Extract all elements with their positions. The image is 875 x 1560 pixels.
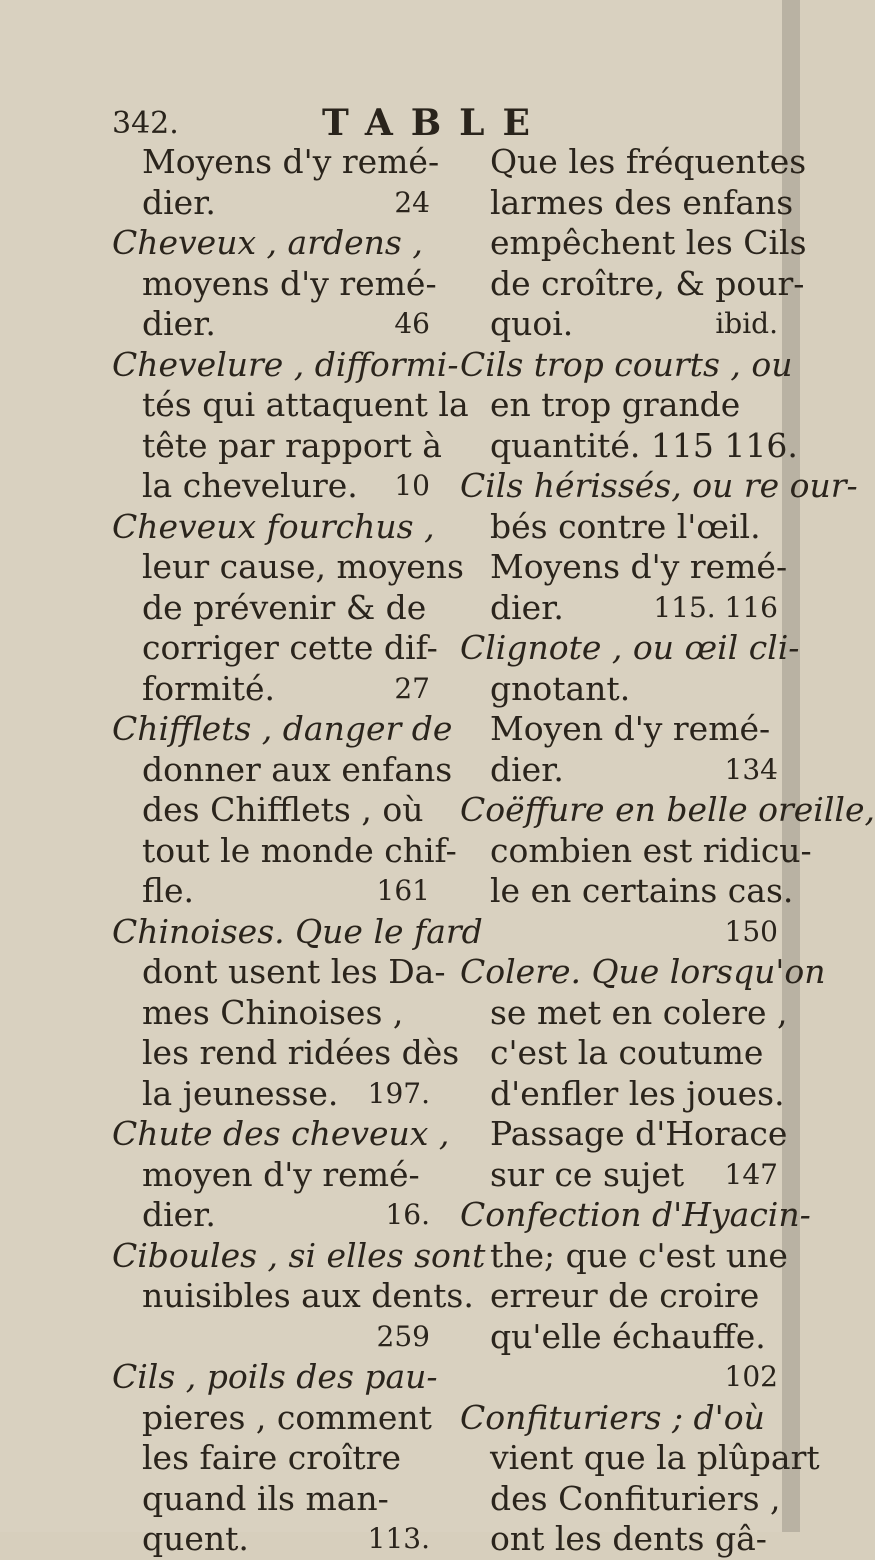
index-line (112, 588, 430, 629)
index-line (460, 385, 778, 426)
index-entry-heading: Coëffure en belle oreille, (460, 790, 875, 829)
index-line (112, 871, 430, 912)
index-line (112, 425, 442, 467)
index-line (112, 1235, 486, 1277)
index-line (460, 182, 794, 224)
index-entry-text: erreur de croire (490, 1276, 760, 1315)
index-entry-text: dier. (142, 304, 216, 343)
index-line (112, 547, 464, 588)
index-entry-text: Moyens d'y remé- (490, 547, 788, 586)
index-entry-text: dier. (142, 1195, 216, 1234)
index-line (460, 547, 788, 588)
index-line (112, 1074, 430, 1115)
index-entry-text: d'enfler les joues. (490, 1073, 785, 1113)
index-line (112, 183, 430, 224)
page-reference: 46 (394, 307, 430, 340)
index-entry-text: se met en colere , (490, 992, 788, 1032)
index-line (460, 871, 794, 912)
index-entry-heading: Confection d'Hyacin- (460, 1195, 811, 1234)
index-entry-text: moyens d'y remé- (142, 263, 437, 303)
index-entry-text: gnotant. (490, 668, 631, 708)
index-entry-heading: Colere. Que lorsqu'on (460, 952, 826, 991)
index-entry-text: les rend ridées dès (142, 1033, 460, 1072)
index-entry-text: leur cause, moyens (142, 547, 464, 586)
index-entry-heading: Ciboules , si elles sont (112, 1235, 486, 1275)
index-line (112, 669, 430, 710)
index-entry-text: corriger cette dif- (142, 628, 438, 667)
index-line (112, 466, 430, 507)
page-reference: 113. (367, 1522, 430, 1555)
index-entry-heading: Chinoises. Que le fard (112, 911, 483, 951)
index-entry-text: en trop grande (490, 385, 741, 424)
page-reference: 10 (394, 469, 430, 502)
index-entry-text: sur ce sujet (490, 1154, 685, 1194)
index-line (460, 588, 778, 629)
page-reference: 259 (376, 1319, 430, 1353)
index-entry-text: Que les fréquentes (490, 142, 807, 181)
index-line (112, 1195, 430, 1236)
index-line (460, 709, 778, 750)
index-line (460, 1195, 811, 1236)
index-entry-text: moyen d'y remé- (142, 1154, 420, 1194)
index-entry-heading: Chevelure , difformi- (112, 344, 459, 384)
index-line (112, 911, 483, 953)
index-entry-text: mes Chinoises , (142, 992, 404, 1032)
running-title: TABLE (322, 102, 548, 144)
index-line (112, 628, 438, 669)
index-entry-text: la chevelure. (142, 466, 358, 505)
index-line (460, 790, 875, 831)
index-entry-heading: Confituriers ; d'où (460, 1397, 765, 1437)
index-entry-heading: Cheveux , ardens , (112, 223, 423, 262)
index-entry-text: de croître, & pour- (490, 263, 805, 303)
index-line (112, 506, 435, 548)
page-reference: 150 (724, 914, 778, 948)
index-entry-text: dier. (490, 749, 564, 789)
index-entry-text: fle. (142, 871, 195, 910)
index-entry-text: Passage d'Horace (490, 1114, 788, 1153)
index-line (460, 304, 778, 345)
index-line (112, 1519, 430, 1560)
index-line (112, 749, 453, 791)
index-line (460, 507, 778, 548)
index-line (460, 1114, 788, 1155)
index-line (460, 1033, 778, 1074)
index-line (460, 1398, 778, 1439)
index-line (460, 1235, 788, 1277)
index-entry-text: quoi. (490, 304, 574, 343)
index-line (460, 142, 807, 183)
left-column (112, 142, 486, 1560)
index-entry-text: dier. (142, 182, 216, 222)
index-entry-text: tés qui attaquent la (142, 385, 469, 424)
index-entry-heading: Chute des cheveux , (112, 1114, 450, 1153)
index-entry-text: Moyens d'y remé- (142, 142, 440, 181)
index-line (460, 830, 812, 872)
page-reference: 197. (367, 1076, 430, 1110)
index-line (460, 344, 793, 386)
index-entry-text: combien est ridicu- (490, 830, 812, 870)
page-reference: 27 (394, 671, 430, 705)
index-entry-text: tout le monde chif- (142, 830, 457, 870)
index-line (112, 1479, 430, 1520)
index-line (460, 912, 778, 953)
index-entry-text: de prévenir & de (142, 587, 427, 627)
page-number: 342. (112, 106, 179, 141)
index-entry-text: bés contre l'œil. (490, 506, 761, 546)
index-line (112, 709, 453, 750)
right-column (460, 142, 875, 1560)
index-line (460, 1519, 778, 1560)
index-line (112, 790, 430, 831)
index-line (112, 304, 430, 345)
index-entry-text: larmes des enfans (490, 182, 794, 222)
index-entry-heading: Cils , poils des pau- (112, 1357, 438, 1396)
index-entry-text: ont les dents gâ- (490, 1519, 767, 1558)
index-entry-text: Moyen d'y remé- (490, 709, 771, 748)
page-reference: 115. 116 (653, 590, 778, 624)
index-line (112, 1438, 430, 1479)
index-line (112, 1276, 474, 1317)
page-reference: 16. (385, 1198, 430, 1231)
index-line (112, 1317, 430, 1358)
index-line (460, 669, 778, 710)
page-reference: 134 (724, 752, 778, 786)
index-entry-text: quand ils man- (142, 1478, 389, 1518)
page-reference: 161 (376, 874, 430, 907)
index-line (112, 142, 440, 183)
index-line (460, 223, 807, 264)
index-line (112, 1398, 430, 1439)
index-line (112, 830, 457, 872)
index-entry-heading: Chifflets , danger de (112, 709, 453, 748)
index-line (460, 1073, 785, 1115)
index-entry-text: nuisibles aux dents. (142, 1276, 474, 1315)
index-line (112, 344, 459, 386)
index-line (460, 263, 805, 305)
index-entry-heading: Cheveux fourchus , (112, 506, 435, 546)
index-entry-text: vient que la plûpart (490, 1438, 820, 1477)
index-line (112, 263, 437, 305)
page-reference: 147 (724, 1157, 778, 1191)
index-line (460, 628, 800, 669)
index-line (460, 1276, 778, 1317)
page-reference: 24 (394, 185, 430, 219)
index-entry-text: c'est la coutume (490, 1033, 764, 1072)
index-line (112, 993, 430, 1034)
index-entry-text: quent. (142, 1519, 249, 1558)
index-line (112, 1155, 430, 1196)
index-entry-text: des Confituriers , (490, 1478, 781, 1518)
page-reference: ibid. (715, 307, 778, 340)
index-line (460, 1155, 778, 1196)
index-entry-text: dont usent les Da- (142, 952, 446, 991)
index-entry-text: quantité. 115 116. (490, 425, 798, 465)
index-entry-heading: Clignote , ou œil cli- (460, 628, 800, 667)
index-line (460, 952, 826, 993)
index-entry-text: the; que c'est une (490, 1235, 788, 1275)
index-entry-text: les faire croître (142, 1438, 401, 1477)
index-line (460, 425, 798, 467)
page-reference: 102 (724, 1360, 778, 1393)
index-entry-text: pieres , comment (142, 1397, 432, 1437)
index-line (460, 1317, 778, 1358)
index-line (460, 1438, 820, 1479)
index-line (460, 466, 858, 507)
index-entry-text: dier. (490, 587, 564, 627)
index-entry-text: la jeunesse. (142, 1073, 339, 1113)
index-line (112, 1114, 450, 1155)
index-entry-heading: Cils hérissés, ou re our- (460, 466, 858, 505)
index-line (460, 1357, 778, 1398)
index-line (460, 992, 788, 1034)
index-line (460, 1478, 781, 1520)
index-entry-text: le en certains cas. (490, 871, 794, 910)
index-line (112, 223, 430, 264)
index-entry-heading: Cils trop courts , ou (460, 344, 793, 384)
index-entry-text: formité. (142, 668, 275, 708)
index-entry-text: des Chifflets , où (142, 790, 424, 829)
index-line (112, 1033, 460, 1074)
index-line (112, 385, 469, 426)
index-line (112, 952, 446, 993)
index-line (460, 750, 778, 791)
index-entry-text: empêchent les Cils (490, 223, 807, 262)
index-entry-text: tête par rapport à (142, 425, 442, 465)
index-entry-text: qu'elle échauffe. (490, 1316, 766, 1356)
index-entry-text: donner aux enfans (142, 749, 453, 789)
index-line (112, 1357, 438, 1398)
